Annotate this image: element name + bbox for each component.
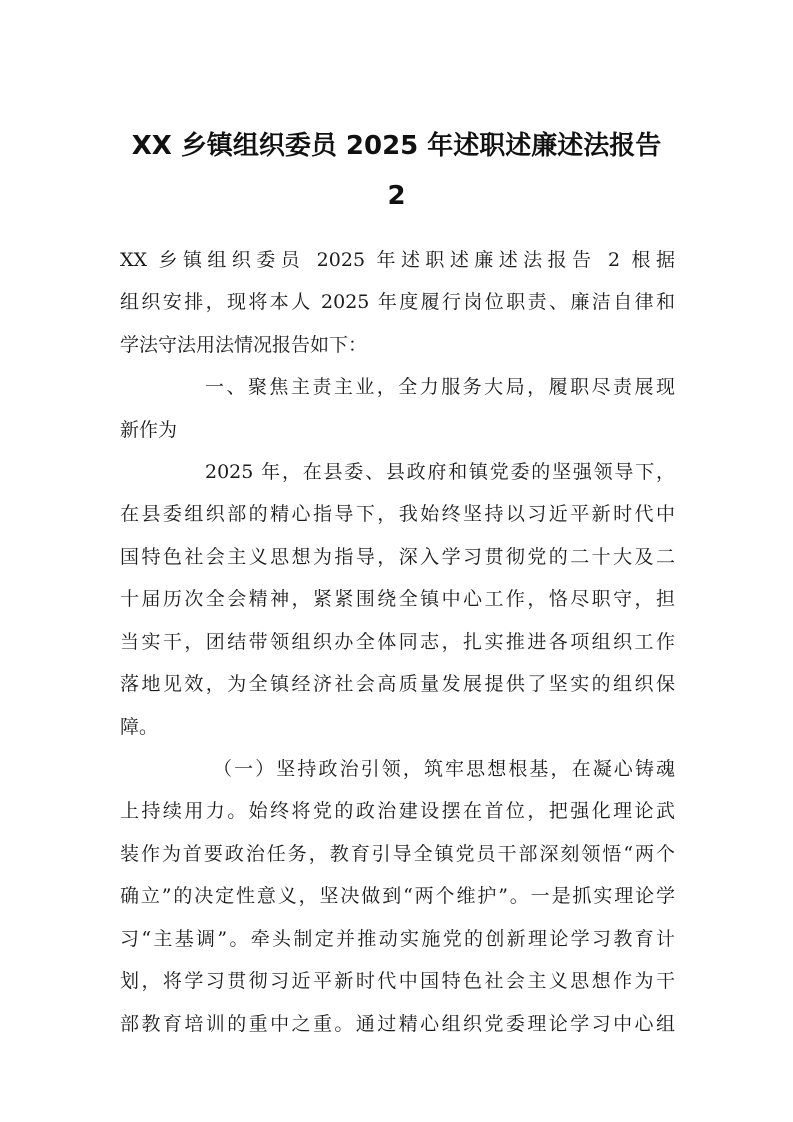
document-title-line-2: 2 [387, 181, 406, 211]
document-title-line-1: XX 乡镇组织委员 2025 年述职述廉述法报告 [131, 131, 662, 161]
body-line-11: 落地见效，为全镇经济社会高质量发展提供了坚实的组织保 [120, 673, 675, 695]
body-line-3: 学法守法用法情况报告如下： [120, 334, 368, 356]
body-line-6: 2025 年，在县委、县政府和镇党委的坚强领导下， [205, 461, 675, 483]
body-line-19: 部教育培训的重中之重。通过精心组织党委理论学习中心组 [120, 1013, 675, 1035]
body-line-10: 当实干，团结带领组织办全体同志，扎实推进各项组织工作 [120, 631, 675, 653]
body-line-14: 上持续用力。始终将党的政治建设摆在首位，把强化理论武 [120, 800, 675, 822]
body-line-17: 习“主基调”。牵头制定并推动实施党的创新理论学习教育计 [120, 928, 675, 950]
body-line-9: 十届历次全会精神，紧紧围绕全镇中心工作，恪尽职守，担 [120, 588, 675, 610]
body-line-18: 划，将学习贯彻习近平新时代中国特色社会主义思想作为干 [120, 970, 675, 992]
section-heading-1-line-2: 新作为 [120, 419, 178, 441]
body-line-16: 确立”的决定性意义，坚决做到“两个维护”。一是抓实理论学 [120, 885, 675, 907]
body-line-2: 组织安排，现将本人 2025 年度履行岗位职责、廉洁自律和 [120, 291, 675, 313]
body-line-12: 障。 [120, 716, 159, 738]
section-heading-1-line-1: 一、聚焦主责主业，全力服务大局，履职尽责展现 [205, 376, 675, 398]
body-line-1: XX 乡镇组织委员 2025 年述职述廉述法报告 2 根据 [120, 249, 675, 271]
body-line-15: 装作为首要政治任务，教育引导全镇党员干部深刻领悟“两个 [120, 843, 675, 865]
body-line-8: 国特色社会主义思想为指导，深入学习贯彻党的二十大及二 [120, 546, 675, 568]
body-line-7: 在县委组织部的精心指导下，我始终坚持以习近平新时代中 [120, 503, 675, 525]
subsection-heading-1-line-1: （一）坚持政治引领，筑牢思想根基，在凝心铸魂 [213, 758, 675, 780]
